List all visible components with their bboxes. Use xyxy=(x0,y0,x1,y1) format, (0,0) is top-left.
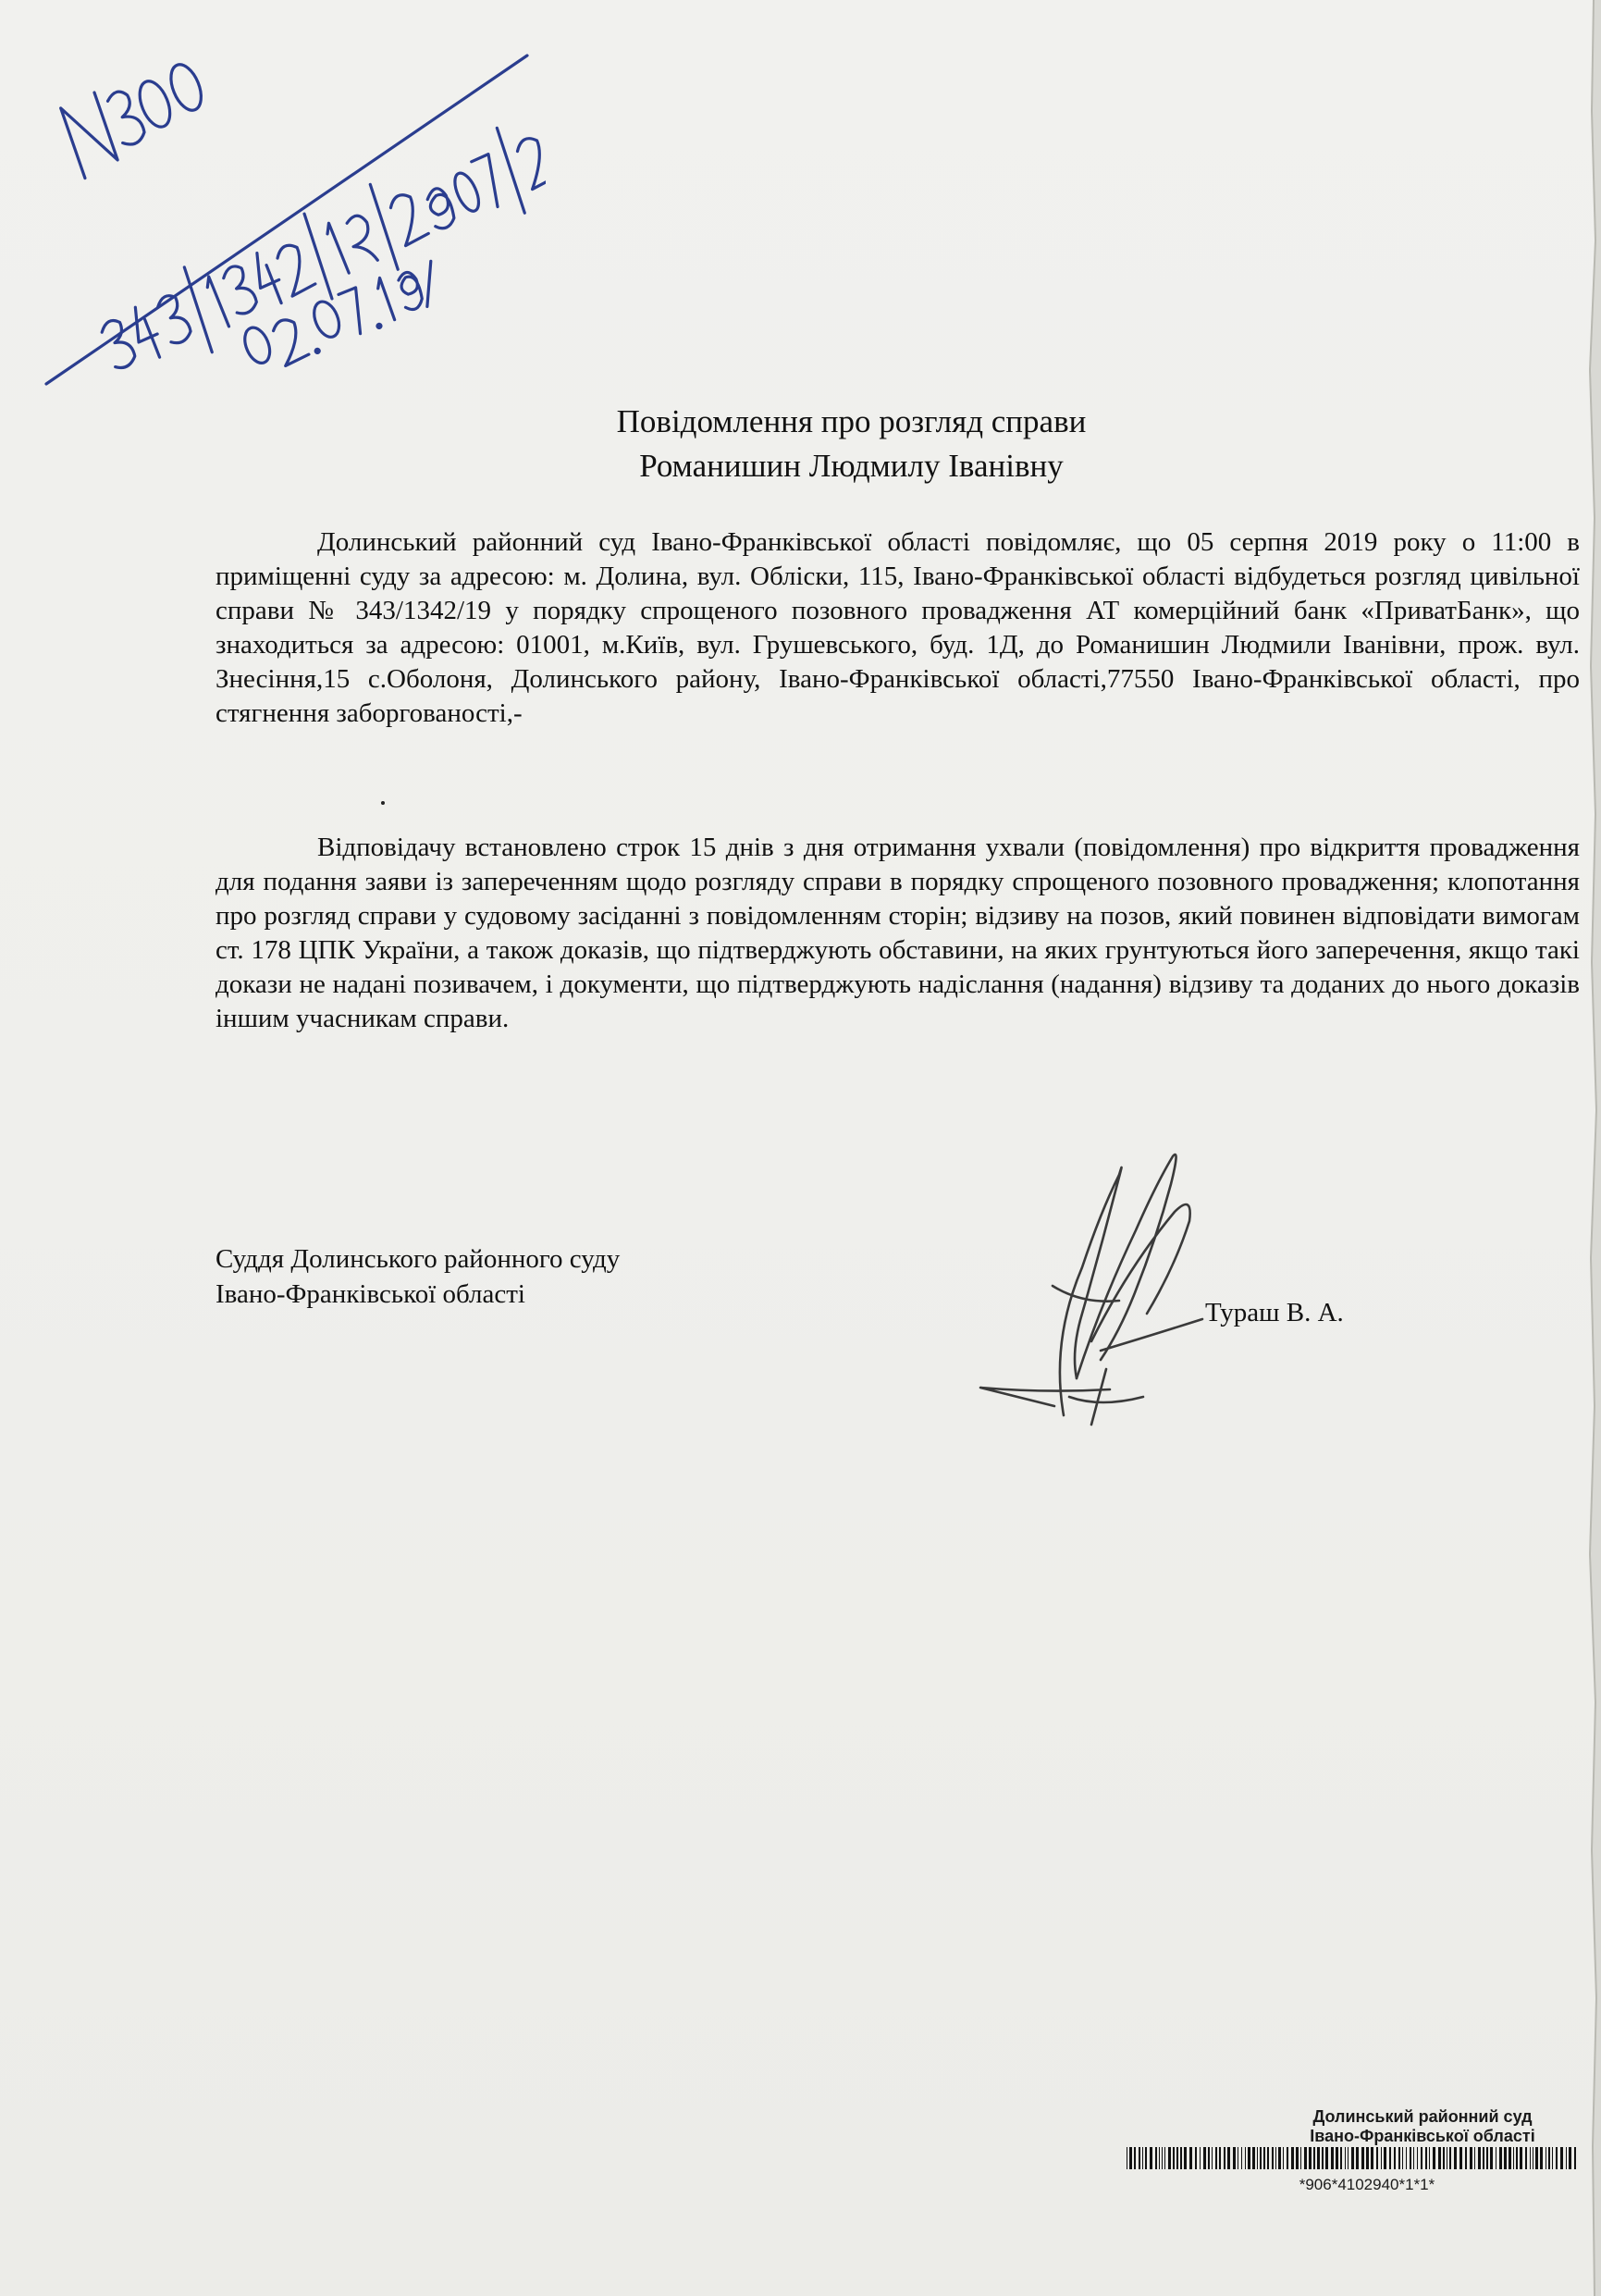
title-line-1: Повідомлення про розгляд справи xyxy=(616,403,1087,439)
stamp-court-name: Долинський районний суд xyxy=(1312,2107,1533,2126)
title-line-2: Романишин Людмилу Іванівну xyxy=(639,448,1064,484)
judge-position xyxy=(216,1241,620,1312)
barcode-number: *906*4102940*1*1* xyxy=(1299,2176,1435,2193)
notice-paragraph-2: Відповідачу встановлено строк 15 днів з дня отримання ухвали (повідомлення) про відкриття провадження для подання заяви із запереченням щодо розгляду справи в порядку спрощеного позовного провадження; клопотання про розгляд справи у судовому засіданні з повідомленням сторін; відзиву на позов, який повинен відповідати вимогам ст. 178 ЦПК України, а також доказів, що підтверджують обставини, на яких грунтуються його заперечення, якщо такі докази не надані позивачем, і документи, що підтверджують надіслання (надання) відзиву та доданих до нього доказів іншим учасникам справи. xyxy=(216,833,1580,1033)
torn-page-edge xyxy=(1581,0,1601,2296)
stray-mark xyxy=(381,801,385,805)
judge-name: Тураш В. А. xyxy=(1205,1298,1344,1327)
handwritten-signature xyxy=(962,1119,1258,1434)
court-registration-stamp xyxy=(1127,2107,1580,2194)
document-title xyxy=(0,400,1601,488)
barcode xyxy=(1127,2147,1580,2169)
stamp-region: Івано-Франківської області xyxy=(1310,2127,1535,2145)
judge-position-line-1: Суддя Долинського районного суду xyxy=(216,1244,621,1274)
judge-position-line-2: Івано-Франківської області xyxy=(216,1279,525,1309)
handwritten-registration-note xyxy=(28,19,546,416)
notice-paragraph-1: Долинський районний суд Івано-Франківської області повідомляє, що 05 серпня 2019 року о 11:00 в приміщенні суду за адресою: м. Долина, вул. Обліски, 115, Івано-Франківської області відбудеться розгляд цивільної справи № 343/1342/19 у порядку спрощеного позовного провадження АТ комерційний банк «ПриватБанк», що знаходиться за адресою: 01001, м.Київ, вул. Грушевського, буд. 1Д, до Романишин Людмили Іванівни, прож. вул. Знесіння,15 с.Оболоня, Долинського району, Івано-Франківської області,77550 Івано-Франківської області, про стягнення заборгованості,- xyxy=(216,527,1580,728)
